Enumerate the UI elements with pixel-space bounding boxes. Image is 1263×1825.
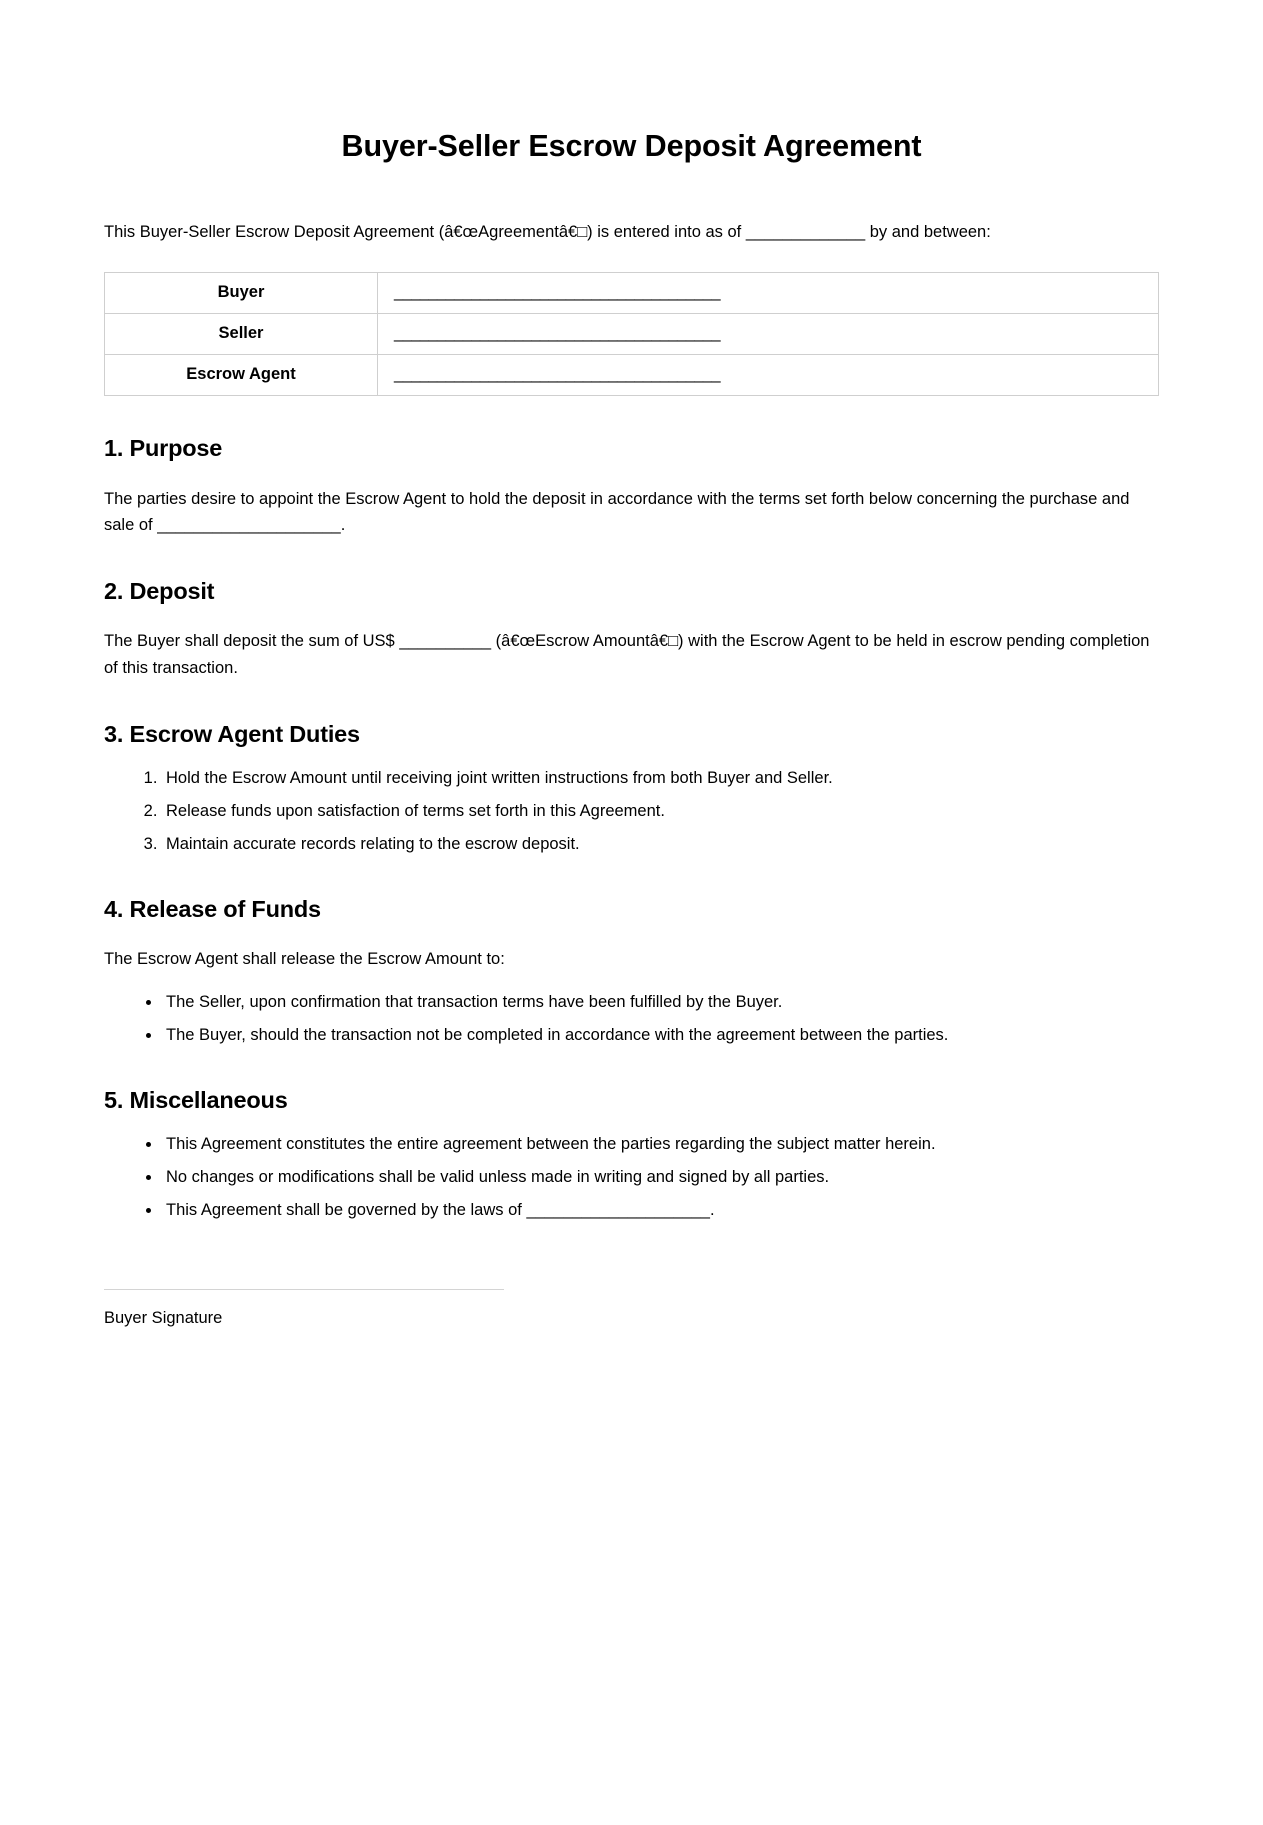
list-item: • No changes or modifications shall be valid unless made in writing and signed by all parties. xyxy=(162,1166,1159,1190)
party-value-escrow-agent[interactable] xyxy=(378,355,1159,396)
list-item: • The Seller, upon confirmation that transaction terms have been fulfilled by the Buyer. xyxy=(162,991,1159,1015)
signature-label-buyer: Buyer Signature xyxy=(104,1309,223,1327)
miscellaneous-list xyxy=(104,1115,1159,1223)
list-item: • This Agreement constitutes the entire agreement between the parties regarding the subject matter herein. xyxy=(162,1133,1159,1157)
escrow-agent-duties-list xyxy=(104,749,1159,857)
table-row xyxy=(105,273,1159,314)
section-paragraph-deposit: The Buyer shall deposit the sum of US$ __________ (â€œEscrow Amountâ€□) with the Escrow Agent to be held in escrow pending completion of this transaction. xyxy=(104,632,1150,678)
document-content xyxy=(104,0,1159,1330)
section-paragraph-release-of-funds: The Escrow Agent shall release the Escrow Amount to: xyxy=(104,950,505,969)
table-row xyxy=(105,314,1159,355)
section-paragraph-purpose: The parties desire to appoint the Escrow Agent to hold the deposit in accordance with the terms set forth below concerning the purchase and sale of ____________________. xyxy=(104,489,1130,535)
table-row xyxy=(105,355,1159,396)
section-heading-escrow-agent-duties: 3. Escrow Agent Duties xyxy=(104,720,360,747)
party-value-buyer[interactable] xyxy=(378,273,1159,314)
section-heading-release-of-funds: 4. Release of Funds xyxy=(104,895,321,922)
section-heading-purpose: 1. Purpose xyxy=(104,435,223,462)
list-item: 3. Maintain accurate records relating to the escrow deposit. xyxy=(162,833,1159,857)
party-label-seller: Seller xyxy=(105,314,378,355)
signature-block xyxy=(104,1223,504,1330)
section-heading-miscellaneous: 5. Miscellaneous xyxy=(104,1086,288,1113)
parties-table xyxy=(104,272,1159,396)
intro-paragraph: This Buyer-Seller Escrow Deposit Agreement (â€œAgreementâ€□) is entered into as of _____________ by and between: xyxy=(104,222,991,241)
party-label-buyer: Buyer xyxy=(105,273,378,314)
blank-fill-line: ______________________________________ xyxy=(394,365,720,384)
list-item: 1. Hold the Escrow Amount until receiving joint written instructions from both Buyer and Seller. xyxy=(162,767,1159,791)
release-of-funds-list xyxy=(104,973,1159,1048)
list-item: • The Buyer, should the transaction not be completed in accordance with the agreement between the parties. xyxy=(162,1024,1159,1048)
list-item: • This Agreement shall be governed by the laws of ____________________. xyxy=(162,1199,1159,1223)
blank-fill-line: ______________________________________ xyxy=(394,324,720,343)
party-label-escrow-agent: Escrow Agent xyxy=(105,355,378,396)
blank-fill-line: ______________________________________ xyxy=(394,283,720,302)
section-heading-deposit: 2. Deposit xyxy=(104,577,215,604)
page-title: Buyer-Seller Escrow Deposit Agreement xyxy=(341,129,922,163)
list-item: 2. Release funds upon satisfaction of terms set forth in this Agreement. xyxy=(162,800,1159,824)
party-value-seller[interactable] xyxy=(378,314,1159,355)
